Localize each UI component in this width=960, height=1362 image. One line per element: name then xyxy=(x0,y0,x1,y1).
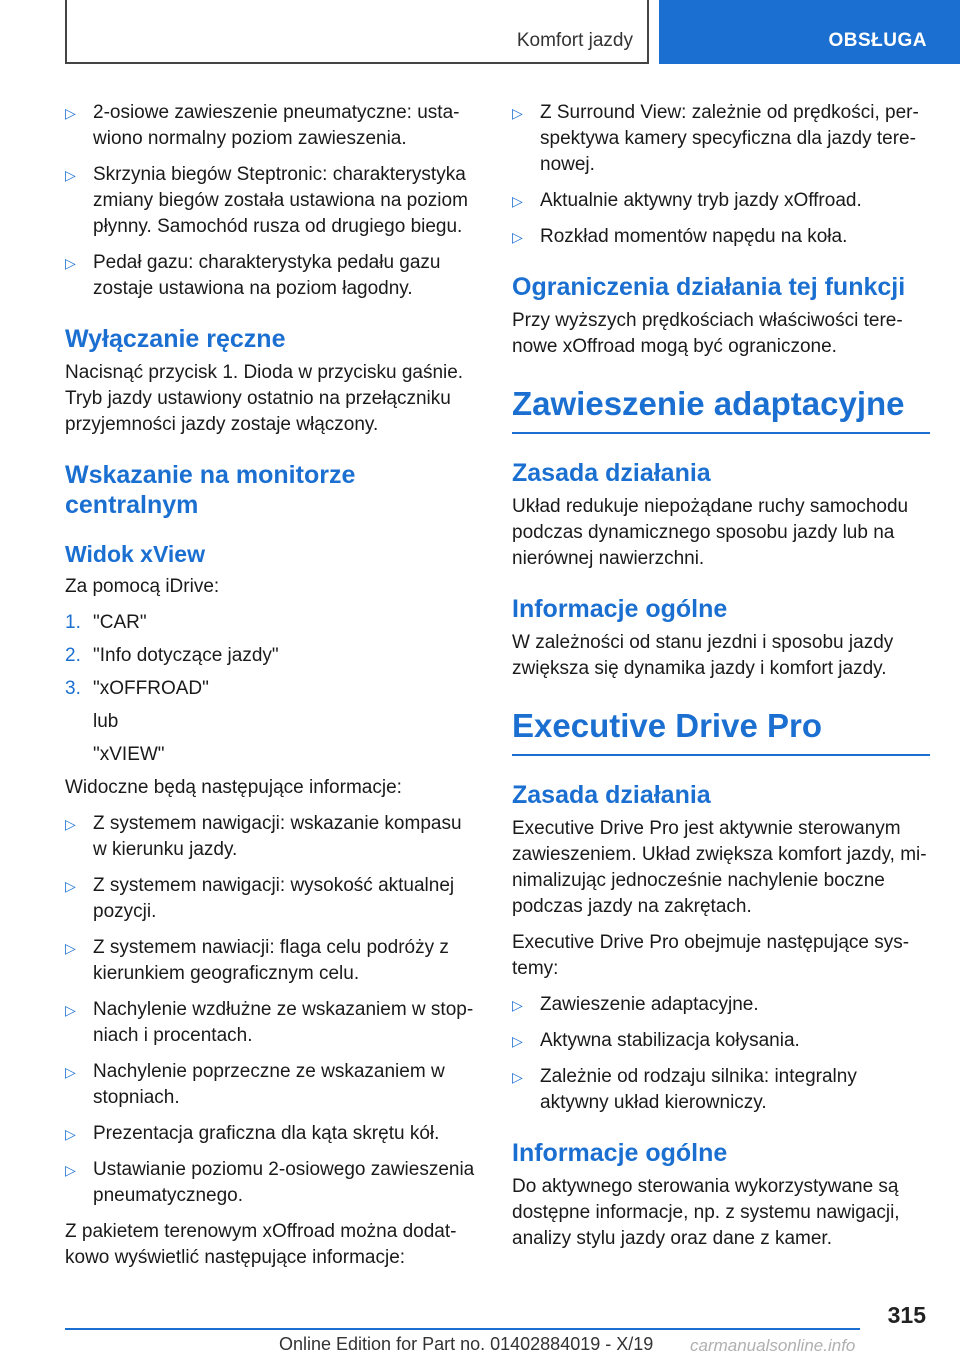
header-section-title: Komfort jazdy xyxy=(516,30,633,51)
watermark: carmanualsonline.info xyxy=(690,1336,856,1355)
step-alt: "xVIEW" xyxy=(93,744,165,765)
bullet-triangle-icon: ▷ xyxy=(512,105,523,121)
paragraph: Executive Drive Pro jest aktywnie sterowanym zawieszeniem. Układ zwiększa komfort jazdy, minimalizując jednocześnie nachylenie boczne podczas jazdy na zakrętach. xyxy=(512,818,927,917)
list-item: ▷ Z systemem nawigacji: wysokość aktualnej pozycji. xyxy=(65,873,477,925)
paragraph: Widoczne będą następujące informacje: xyxy=(65,777,402,798)
list-item: ▷ Aktywna stabilizacja kołysania. xyxy=(512,1028,930,1054)
heading-manual-off: Wyłączanie ręczne xyxy=(65,325,286,353)
bullet-triangle-icon: ▷ xyxy=(512,1033,523,1049)
list-item: ▷ 2-osiowe zawieszenie pneumatyczne: ustawiono normalny poziom zawieszenia. xyxy=(65,100,477,152)
bullet-triangle-icon: ▷ xyxy=(65,1002,76,1018)
footer-edition: Online Edition for Part no. 01402884019 - X/19 xyxy=(279,1334,654,1354)
page-number: 315 xyxy=(887,1302,926,1328)
bullet-triangle-icon: ▷ xyxy=(65,940,76,956)
header-chapter-title: OBSŁUGA xyxy=(828,30,927,51)
bullet-triangle-icon: ▷ xyxy=(512,193,523,209)
heading-xview: Widok xView xyxy=(65,541,205,567)
footer-divider xyxy=(65,1328,860,1330)
bullet-triangle-icon: ▷ xyxy=(512,1069,523,1085)
paragraph: Nacisnąć przycisk 1. Dioda w przycisku gaśnie. Tryb jazdy ustawiony ostatnio na przełączniku przyjemności jazdy zostaje włączony. xyxy=(65,362,464,435)
step-item: 2. "Info dotyczące jazdy" xyxy=(65,645,279,666)
list-item: ▷ Nachylenie wzdłużne ze wskazaniem w stopniach i procentach. xyxy=(65,997,477,1049)
list-item: ▷ Rozkład momentów napędu na koła. xyxy=(512,224,930,250)
paragraph: W zależności od stanu jezdni i sposobu jazdy zwiększa się dynamika jazdy i komfort jazdy. xyxy=(512,632,894,679)
list-item: ▷ Aktualnie aktywny tryb jazdy xOffroad. xyxy=(512,188,930,214)
list-item: ▷ Skrzynia biegów Steptronic: charakterystyka zmiany biegów została ustawiona na poziom płynny. Samochód rusza od drugiego biegu. xyxy=(65,162,477,240)
list-item: ▷ Zależnie od rodzaju silnika: integralny aktywny układ kierowniczy. xyxy=(512,1064,930,1116)
list-item: ▷ Z systemem nawiacji: flaga celu podróży z kierunkiem geograficznym celu. xyxy=(65,935,477,987)
bullet-triangle-icon: ▷ xyxy=(65,1064,76,1080)
bullet-triangle-icon: ▷ xyxy=(65,167,76,183)
list-item: ▷ Z Surround View: zależnie od prędkości, perspektywa kamery specyficzna dla jazdy terenowej. xyxy=(512,100,930,178)
header-chapter-tab xyxy=(659,0,960,64)
heading-principle: Zasada działania xyxy=(512,459,711,487)
list-item: ▷ Nachylenie poprzeczne ze wskazaniem w stopniach. xyxy=(65,1059,477,1111)
bullet-triangle-icon: ▷ xyxy=(65,1162,76,1178)
bullet-triangle-icon: ▷ xyxy=(65,105,76,121)
list-item: ▷ Pedał gazu: charakterystyka pedału gazu zostaje ustawiona na poziom łagodny. xyxy=(65,250,477,302)
bullet-triangle-icon: ▷ xyxy=(65,1126,76,1142)
list-item: ▷ Prezentacja graficzna dla kąta skrętu kół. xyxy=(65,1121,477,1147)
heading-general-info: Informacje ogólne xyxy=(512,595,728,623)
heading-executive-drive-pro: Executive Drive Pro xyxy=(512,706,930,756)
left-column xyxy=(65,100,477,1281)
paragraph: Do aktywnego sterowania wykorzystywane są dostępne informacje, np. z systemu nawigacji, analizy stylu jazdy oraz dane z kamer. xyxy=(512,1176,900,1249)
step-item: 1. "CAR" xyxy=(65,612,147,633)
bullet-triangle-icon: ▷ xyxy=(65,255,76,271)
bullet-triangle-icon: ▷ xyxy=(65,816,76,832)
header-section-box xyxy=(65,0,649,64)
list-item: ▷ Zawieszenie adaptacyjne. xyxy=(512,992,930,1018)
bullet-triangle-icon: ▷ xyxy=(65,878,76,894)
step-or: lub xyxy=(93,711,119,732)
paragraph: Z pakietem terenowym xOffroad można dodatkowo wyświetlić następujące informacje: xyxy=(65,1221,457,1268)
bullet-triangle-icon: ▷ xyxy=(512,229,523,245)
paragraph: Przy wyższych prędkościach właściwości terenowe xOffroad mogą być ograniczone. xyxy=(512,310,903,357)
heading-adaptive-suspension: Zawieszenie adaptacyjne xyxy=(512,384,930,434)
step-item: 3. "xOFFROAD" xyxy=(65,678,209,699)
heading-general-info: Informacje ogólne xyxy=(512,1139,728,1167)
list-item: ▷ Z systemem nawigacji: wskazanie kompasu w kierunku jazdy. xyxy=(65,811,477,863)
paragraph: Układ redukuje niepożądane ruchy samochodu podczas dynamicznego sposobu jazdy lub na nierównej nawierzchni. xyxy=(512,496,909,569)
heading-limitations: Ograniczenia działania tej funkcji xyxy=(512,273,906,301)
paragraph: Executive Drive Pro obejmuje następujące systemy: xyxy=(512,932,910,979)
list-item: ▷ Ustawianie poziomu 2-osiowego zawieszenia pneumatycznego. xyxy=(65,1157,477,1209)
heading-central-display: Wskazanie na monitorze centralnym xyxy=(65,461,356,519)
heading-principle: Zasada działania xyxy=(512,781,711,809)
right-column xyxy=(512,100,930,1262)
bullet-triangle-icon: ▷ xyxy=(512,997,523,1013)
paragraph: Za pomocą iDrive: xyxy=(65,576,220,597)
